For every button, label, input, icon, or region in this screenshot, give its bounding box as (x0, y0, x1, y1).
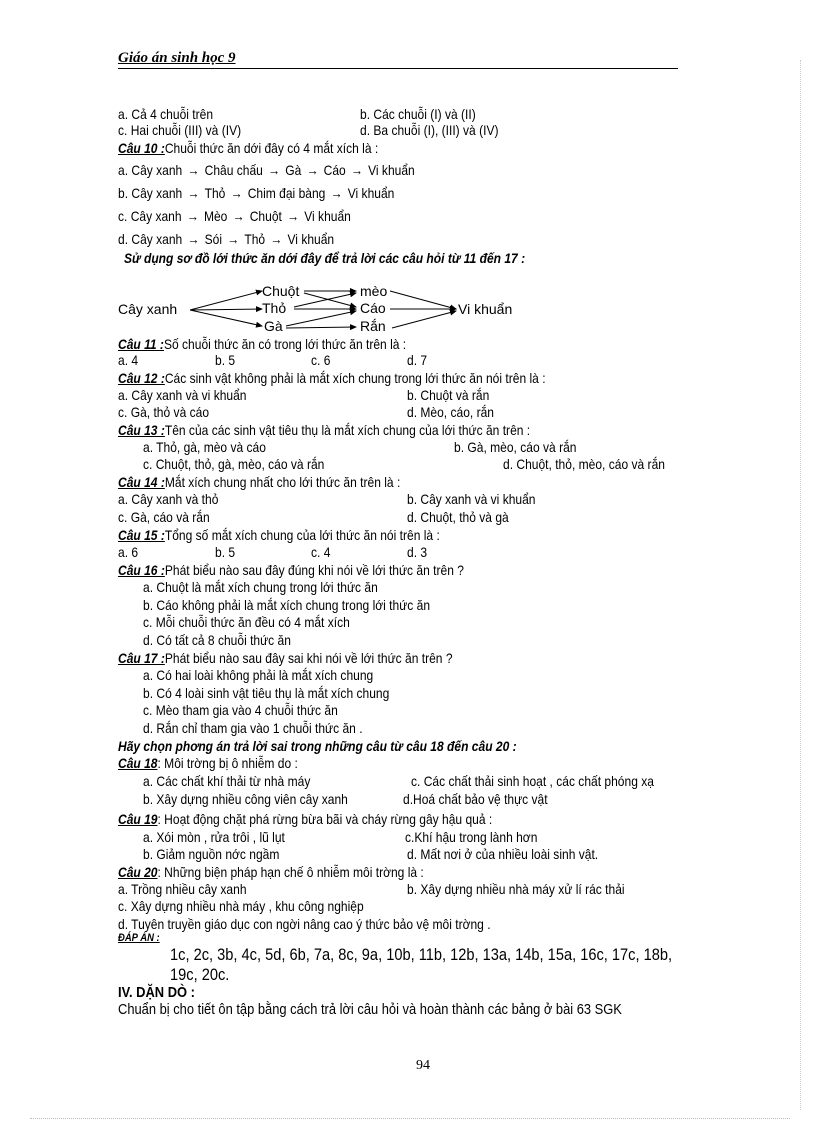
question-label: Câu 14 : (118, 474, 165, 490)
answer-key-label: ĐÁP ÁN : (118, 932, 160, 944)
arrow-icon: → (330, 185, 343, 201)
q16-option-d: d. Có tất cả 8 chuỗi thức ăn (143, 632, 291, 648)
edge-ga-cao (286, 311, 356, 326)
q11-option-b: b. 5 (215, 352, 236, 368)
arrow-icon: → (187, 185, 200, 201)
node-chuot: Chuột (262, 283, 300, 299)
edge-producer-ga (190, 310, 262, 326)
chain-node: Châu chấu (204, 162, 263, 178)
arrow-icon: → (187, 162, 200, 178)
question-18 (118, 755, 298, 771)
q14-option-b: b. Cây xanh và vi khuẩn (407, 491, 536, 507)
q19-option-a: a. Xói mòn , rửa trôi , lũ lụt (143, 829, 285, 845)
question-label: Câu 11 : (118, 336, 164, 352)
question-text: Phát biểu nào sau đây đúng khi nói về lới thức ăn trên ? (164, 562, 464, 578)
q15-option-d: d. 3 (407, 544, 428, 560)
question-text: : Môi trờng bị ô nhiễm do : (157, 755, 298, 771)
q20-option-d: d. Tuyên truyền giáo dục con ngời nâng cao ý thức bảo vệ môi trờng . (118, 916, 491, 932)
q13-option-c: c. Chuột, thỏ, gà, mèo, cáo và rắn (143, 456, 325, 472)
chain-node: Vi khuẩn (304, 208, 351, 224)
chain-node: Thỏ (204, 185, 226, 201)
q11-option-a: a. 4 (118, 352, 139, 368)
q12-option-c: c. Gà, thỏ và cáo (118, 404, 210, 420)
q15-option-c: c. 4 (311, 544, 331, 560)
question-label: Câu 12 : (118, 370, 165, 386)
question-20 (118, 864, 424, 880)
node-producer: Cây xanh (118, 301, 178, 317)
q13-option-a: a. Thỏ, gà, mèo và cáo (143, 439, 266, 455)
chain-node: Cáo (323, 162, 346, 178)
question-label: Câu 18 (118, 755, 158, 771)
question-label: Câu 19 (118, 811, 158, 827)
chain-node: Sói (204, 231, 223, 247)
arrow-icon: → (227, 231, 240, 247)
chain-node: Gà (285, 162, 302, 178)
q17-option-b: b. Có 4 loài sinh vật tiêu thụ là mắt xích chung (143, 685, 390, 701)
q17-option-d: d. Rắn chỉ tham gia vào 1 chuỗi thức ăn . (143, 720, 363, 736)
chain-node: Chim đại bàng (247, 185, 326, 201)
node-cao: Cáo (360, 300, 386, 316)
arrow-icon: → (230, 185, 243, 201)
food-web-instruction: Sử dụng sơ đồ lới thức ăn dới đây để trả lời các câu hỏi từ 11 đến 17 : (124, 250, 526, 266)
chain-node: Mèo (203, 208, 228, 224)
homework-text: Chuẩn bị cho tiết ôn tập bằng cách trả lời câu hỏi và hoàn thành các bảng ở bài 63 SGK (118, 1001, 622, 1018)
chain-node: d. Cây xanh (118, 231, 183, 247)
chain-node: Vi khuẩn (347, 185, 395, 201)
question-13 (118, 422, 530, 438)
q15-option-b: b. 5 (215, 544, 236, 560)
q13-option-b: b. Gà, mèo, cáo và rắn (454, 439, 577, 455)
page-header: Giáo án sinh học 9 (118, 50, 236, 66)
q19-option-b: b. Giảm nguồn nớc ngầm (143, 846, 280, 862)
question-15 (118, 527, 440, 543)
edge-producer-chuot (190, 291, 262, 310)
question-17 (118, 650, 453, 666)
question-label: Câu 15 : (118, 527, 165, 543)
arrow-icon: → (232, 208, 245, 224)
q17-option-c: c. Mèo tham gia vào 4 chuỗi thức ăn (143, 702, 338, 718)
question-text: Mắt xích chung nhất cho lới thức ăn trên là : (164, 474, 401, 490)
q19-option-d: d. Mất nơi ở của nhiều loài sinh vật. (407, 846, 599, 862)
question-16 (118, 562, 464, 578)
question-text: : Hoạt động chặt phá rừng bừa bãi và cháy rừng gây hậu quả : (157, 811, 493, 827)
arrow-icon: → (187, 231, 200, 247)
question-label: Câu 20 (118, 864, 158, 880)
question-label: Câu 13 : (118, 422, 165, 438)
arrow-icon: → (186, 208, 199, 224)
question-text: Các sinh vật không phải là mắt xích chung trong lới thức ăn nói trên là : (164, 370, 546, 386)
q18-option-c: c. Các chất thải sinh hoạt , các chất phóng xạ (411, 773, 654, 789)
q14-option-c: c. Gà, cáo và rắn (118, 509, 210, 525)
chain-node: Chuột (249, 208, 282, 224)
question-text: Chuỗi thức ăn dới đây có 4 mắt xích là : (164, 140, 379, 156)
q19-option-c: c.Khí hậu trong lành hơn (405, 829, 538, 845)
chain-node: Vi khuẩn (287, 231, 335, 247)
question-text: Số chuỗi thức ăn có trong lới thức ăn trên là : (163, 336, 407, 352)
bottom-dotted-rule (30, 1118, 790, 1119)
arrow-icon: → (270, 231, 283, 247)
arrow-icon: → (350, 162, 363, 178)
answer-key-line-2: 19c, 20c. (170, 965, 230, 984)
q14-option-a: a. Cây xanh và thỏ (118, 491, 219, 507)
q18-option-b: b. Xây dựng nhiều công viên cây xanh (143, 791, 348, 807)
q12-option-d: d. Mèo, cáo, rắn (407, 404, 495, 420)
question-text: Tổng số mắt xích chung của lới thức ăn nói trên là : (164, 527, 440, 543)
q16-option-a: a. Chuột là mắt xích chung trong lới thức ăn (143, 579, 378, 595)
q20-option-c: c. Xây dựng nhiều nhà máy , khu công nghiệp (118, 898, 364, 914)
edge-ran-vikhuan (392, 311, 456, 328)
q9-option-c: c. Hai chuỗi (III) và (IV) (118, 122, 242, 138)
arrow-icon: → (306, 162, 319, 178)
q9-option-a: a. Cả 4 chuỗi trên (118, 106, 214, 122)
q17-option-a: a. Có hai loài không phải là mắt xích chung (143, 667, 374, 683)
question-text: Phát biểu nào sau đây sai khi nói về lới thức ăn trên ? (164, 650, 453, 666)
edge-ga-ran (286, 327, 356, 328)
q12-option-a: a. Cây xanh và vi khuẩn (118, 387, 247, 403)
node-vikhuan: Vi khuẩn (458, 301, 513, 317)
chain-node: Vi khuẩn (368, 162, 415, 178)
question-19 (118, 811, 492, 827)
question-11 (118, 336, 406, 352)
chain-node: b. Cây xanh (118, 185, 183, 201)
q13-option-d: d. Chuột, thỏ, mèo, cáo và rắn (503, 456, 665, 472)
edge-meo-vikhuan (390, 291, 456, 309)
node-ran: Rắn (360, 318, 386, 334)
q20-option-a: a. Trồng nhiều cây xanh (118, 881, 247, 897)
q12-option-b: b. Chuột và rắn (407, 387, 490, 403)
section-iv-heading: IV. DẶN DÒ : (118, 984, 195, 1001)
q16-option-c: c. Mỗi chuỗi thức ăn đều có 4 mắt xích (143, 614, 350, 630)
q16-option-b: b. Cáo không phải là mắt xích chung trong lới thức ăn (143, 597, 431, 613)
question-label: Câu 10 : (118, 140, 165, 156)
edge-producer-tho (190, 309, 262, 310)
q15-option-a: a. 6 (118, 544, 139, 560)
q9-option-b: b. Các chuỗi (I) và (II) (360, 106, 476, 122)
food-web-diagram (0, 0, 816, 345)
q9-option-d: d. Ba chuỗi (I), (III) và (IV) (360, 122, 499, 138)
question-text: Tên của các sinh vật tiêu thụ là mắt xích chung của lới thức ăn trên : (164, 422, 531, 438)
question-14 (118, 474, 400, 490)
chain-node: a. Cây xanh (118, 162, 183, 178)
arrow-icon: → (287, 208, 300, 224)
q20-option-b: b. Xây dựng nhiều nhà máy xử lí rác thải (407, 881, 625, 897)
q11-option-d: d. 7 (407, 352, 428, 368)
question-12 (118, 370, 546, 386)
question-label: Câu 17 : (118, 650, 165, 666)
page-number: 94 (416, 1058, 430, 1073)
arrow-icon: → (268, 162, 281, 178)
question-label: Câu 16 : (118, 562, 165, 578)
q11-option-c: c. 6 (311, 352, 331, 368)
right-dotted-rule (800, 60, 801, 1110)
node-ga: Gà (264, 318, 283, 334)
chain-node: c. Cây xanh (118, 208, 182, 224)
q14-option-d: d. Chuột, thỏ và gà (407, 509, 509, 525)
q18-option-a: a. Các chất khí thải từ nhà máy (143, 773, 311, 789)
section-wrong-answers: Hãy chọn phơng án trả lời sai trong những câu từ câu 18 đến câu 20 : (118, 738, 517, 754)
q18-option-d: d.Hoá chất bảo vệ thực vật (403, 791, 548, 807)
answer-key-line-1: 1c, 2c, 3b, 4c, 5d, 6b, 7a, 8c, 9a, 10b, 11b, 12b, 13a, 14b, 15a, 16c, 17c, 18b, (170, 945, 673, 964)
node-meo: mèo (360, 283, 388, 299)
chain-node: Thỏ (244, 231, 266, 247)
question-text: : Những biện pháp hạn chế ô nhiễm môi trờng là : (157, 864, 424, 880)
node-tho: Thỏ (262, 300, 287, 316)
